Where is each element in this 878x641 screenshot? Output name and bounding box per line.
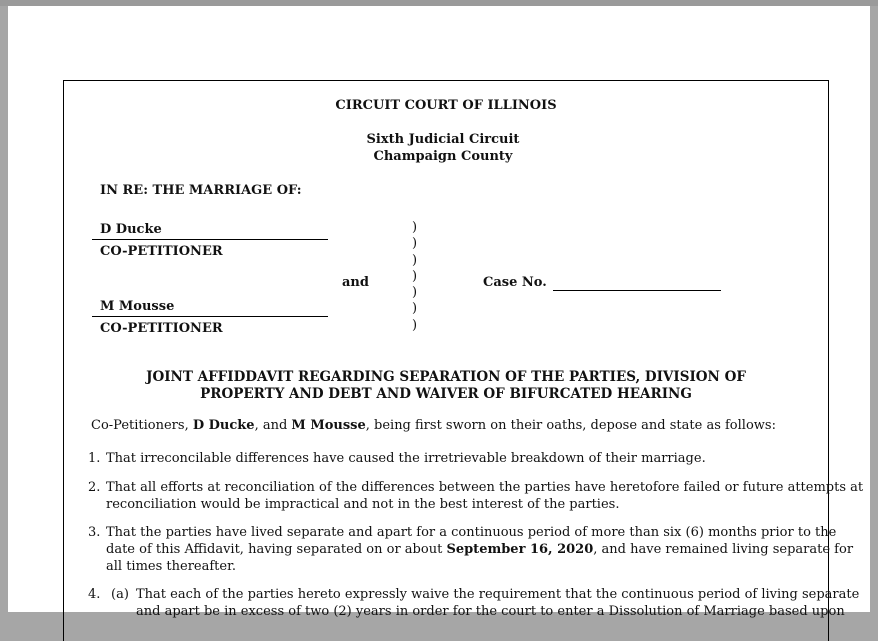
caption-parenthesis-column (412, 220, 424, 334)
item-3-text-line-3: all times thereafter. (106, 559, 236, 574)
affidavit-title-line-1: JOINT AFFIDDAVIT REGARDING SEPARATION OF THE PARTIES, DIVISION OF (146, 369, 746, 385)
intro-paragraph (91, 417, 776, 434)
paren: ) (412, 236, 418, 252)
party1-name: D Ducke (100, 222, 162, 237)
case-number-label: Case No. (483, 275, 547, 290)
paren: ) (412, 285, 418, 301)
item-4a-text-line-2: and apart be in excess of two (2) years in order for the court to enter a Dissolution of Marriage based upon (136, 604, 845, 619)
court-name: CIRCUIT COURT OF ILLINOIS (335, 98, 557, 113)
party1-role: CO-PETITIONER (100, 244, 223, 259)
case-number-blank (553, 290, 721, 291)
judicial-circuit: Sixth Judicial Circuit (366, 132, 520, 147)
paren: ) (412, 220, 418, 235)
party1-signature-line (92, 239, 328, 240)
county-name: Champaign County (373, 149, 513, 164)
party2-name: M Mousse (100, 299, 175, 314)
item-1-text: That irreconcilable differences have caused the irretrievable breakdown of their marriage. (106, 451, 706, 466)
intro-party1: D Ducke (192, 418, 255, 433)
paren: ) (412, 317, 418, 333)
item-3-text-post: , and have remained living separate for (593, 542, 854, 557)
item-2-text-line-1: That all efforts at reconciliation of the differences between the parties have heretofore failed or future attempts at (106, 480, 864, 495)
intro-mid: , and (254, 418, 292, 433)
intro-suffix: , being first sworn on their oaths, depose and state as follows: (365, 418, 776, 433)
paren: ) (412, 268, 418, 284)
document-page (8, 6, 870, 619)
paren: ) (412, 301, 418, 317)
paren: ) (412, 252, 418, 268)
item-2-number: 2. (88, 480, 101, 495)
item-4a-text-line-1: That each of the parties hereto expressly waive the requirement that the continuous period of living separate (136, 587, 860, 602)
intro-party2: M Mousse (291, 418, 366, 433)
affidavit-title-line-2: PROPERTY AND DEBT AND WAIVER OF BIFURCATED HEARING (200, 386, 692, 402)
item-4-number: 4. (88, 587, 101, 602)
document-frame (63, 80, 864, 641)
item-3-text-line-1: That the parties have lived separate and apart for a continuous period of more than six (6) months prior to the (106, 525, 837, 540)
in-re-heading: IN RE: THE MARRIAGE OF: (100, 183, 302, 198)
and-connector: and (342, 275, 369, 290)
item-3-text-pre: date of this Affidavit, having separated on or about (106, 542, 447, 557)
party2-role: CO-PETITIONER (100, 321, 223, 336)
item-2-text-line-2: reconciliation would be impractical and not in the best interest of the parties. (106, 497, 620, 512)
item-1-number: 1. (88, 451, 101, 466)
party2-signature-line (92, 316, 328, 317)
item-3-number: 3. (88, 525, 101, 540)
item-3-text-line-2 (106, 541, 853, 558)
separation-date: September 16, 2020 (446, 542, 594, 557)
item-4a-label: (a) (111, 587, 129, 602)
intro-prefix: Co-Petitioners, (91, 418, 193, 433)
